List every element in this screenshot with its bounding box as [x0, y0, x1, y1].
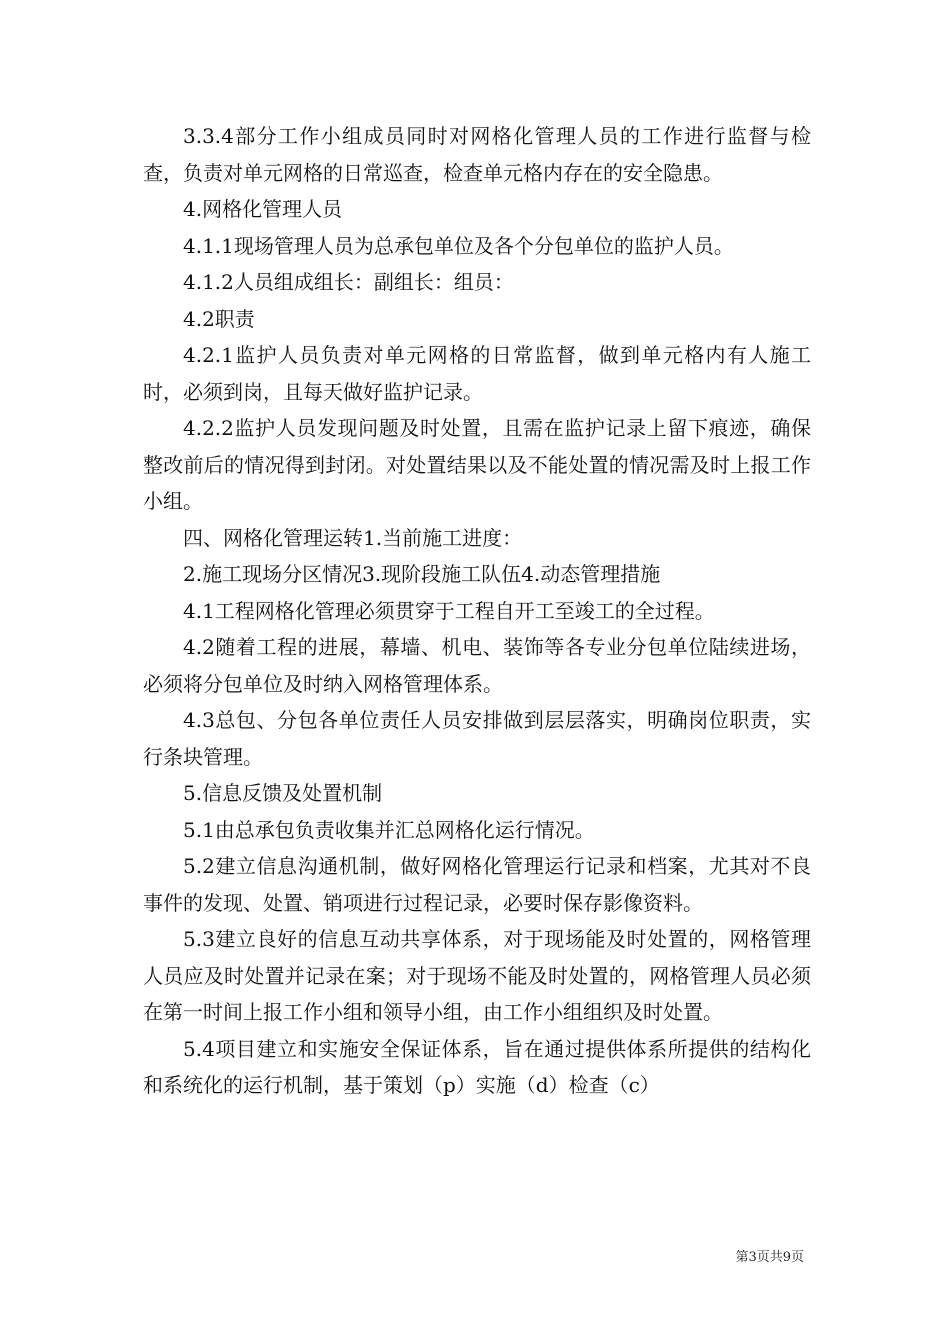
section-heading: 4.2职责: [183, 306, 255, 331]
section-heading: 5.信息反馈及处置机制: [183, 781, 383, 805]
paragraph: 5.4项目建立和实施安全保证体系，旨在通过提供体系所提供的结构化和系统化的运行机制，基于策划（p）实施（d）检查（c）: [143, 1036, 811, 1097]
page-number: 第3页共9页: [735, 1250, 804, 1265]
paragraph: 5.3建立良好的信息互动共享体系，对于现场能及时处置的，网格管理人员应及时处置并记录在案；对于现场不能及时处置的，网格管理人员必须在第一时间上报工作小组和领导小组，由工作小组组织及时处置。: [143, 927, 811, 1024]
paragraph: 4.1工程网格化管理必须贯穿于工程自开工至竣工的全过程。: [183, 598, 715, 623]
paragraph: 3.3.4部分工作小组成员同时对网格化管理人员的工作进行监督与检查，负责对单元网格的日常巡查，检查单元格内存在的安全隐患。: [143, 124, 811, 185]
paragraph: 4.2.2监护人员发现问题及时处置，且需在监护记录上留下痕迹，确保整改前后的情况得到封闭。对处置结果以及不能处置的情况需及时上报工作小组。: [143, 416, 811, 513]
paragraph: 4.1.1现场管理人员为总承包单位及各个分包单位的监护人员。: [183, 233, 734, 258]
document-body: [143, 118, 811, 1104]
section-heading: 4.网格化管理人员: [183, 197, 343, 221]
paragraph: 2.施工现场分区情况3.现阶段施工队伍4.动态管理措施: [183, 562, 661, 586]
paragraph: 5.2建立信息沟通机制，做好网格化管理运行记录和档案，尤其对不良事件的发现、处置、销项进行过程记录，必要时保存影像资料。: [143, 854, 811, 915]
paragraph: 4.1.2人员组成组长：副组长：组员：: [183, 270, 514, 294]
paragraph: 5.1由总承包负责收集并汇总网格化运行情况。: [183, 817, 595, 842]
paragraph: 4.2随着工程的进展，幕墙、机电、装饰等各专业分包单位陆续进场，必须将分包单位及时纳入网格管理体系。: [143, 635, 811, 696]
section-heading: 四、网格化管理运转1.当前施工进度：: [183, 525, 523, 550]
paragraph: 4.2.1监护人员负责对单元网格的日常监督，做到单元格内有人施工时，必须到岗，且每天做好监护记录。: [143, 343, 811, 404]
paragraph: 4.3总包、分包各单位责任人员安排做到层层落实，明确岗位职责，实行条块管理。: [143, 708, 811, 769]
